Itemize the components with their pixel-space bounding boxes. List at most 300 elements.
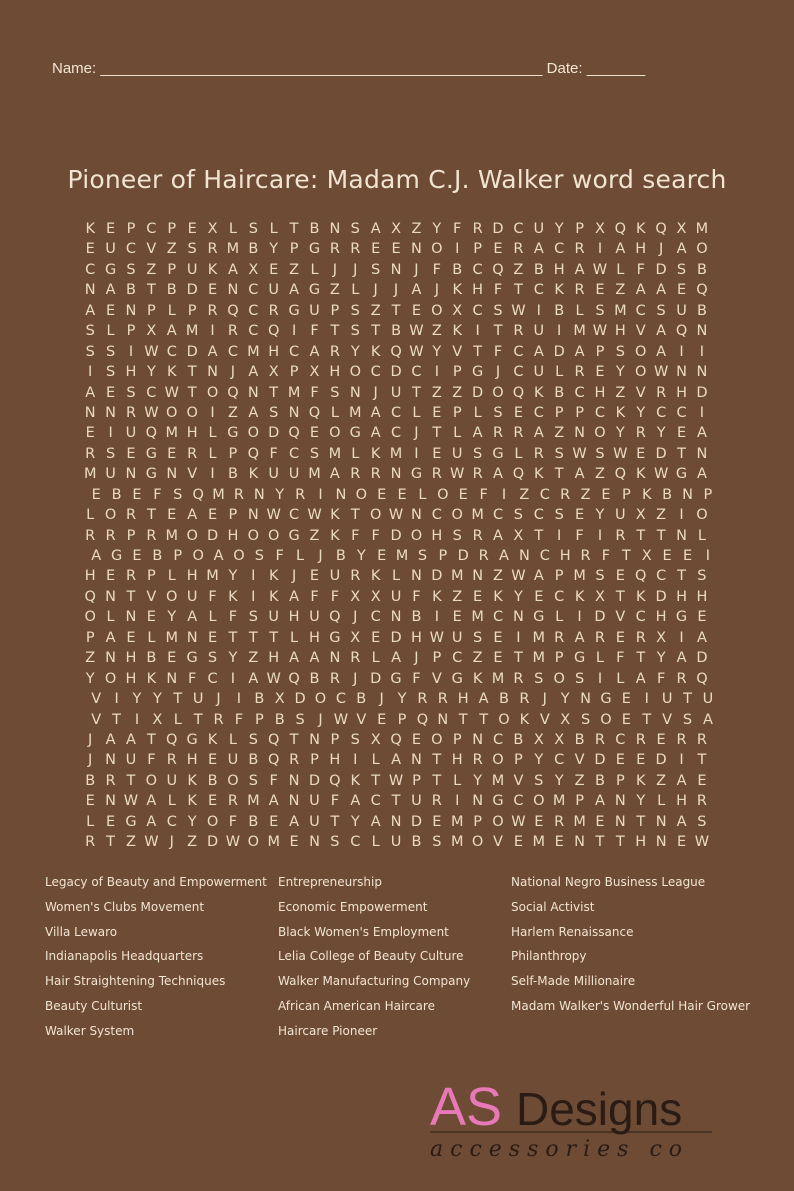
- grid-letter[interactable]: W: [409, 343, 424, 360]
- grid-letter[interactable]: U: [411, 793, 422, 810]
- grid-letter[interactable]: C: [146, 221, 157, 237]
- grid-letter[interactable]: L: [351, 445, 360, 462]
- grid-letter[interactable]: S: [248, 731, 258, 748]
- grid-letter[interactable]: Y: [560, 691, 570, 708]
- grid-letter[interactable]: W: [592, 261, 608, 278]
- grid-letter[interactable]: U: [661, 691, 673, 708]
- grid-letter[interactable]: B: [248, 752, 259, 769]
- grid-letter[interactable]: R: [635, 425, 646, 442]
- grid-letter[interactable]: H: [696, 588, 708, 605]
- grid-letter[interactable]: L: [595, 650, 604, 667]
- grid-letter[interactable]: I: [210, 323, 215, 340]
- grid-letter[interactable]: G: [410, 466, 423, 483]
- grid-letter[interactable]: T: [621, 548, 631, 564]
- grid-letter[interactable]: G: [145, 466, 157, 483]
- grid-letter[interactable]: A: [595, 793, 605, 810]
- grid-letter[interactable]: S: [574, 670, 585, 687]
- grid-letter[interactable]: R: [350, 568, 361, 585]
- grid-letter[interactable]: P: [85, 629, 95, 646]
- grid-letter[interactable]: F: [269, 445, 278, 462]
- grid-letter[interactable]: H: [329, 752, 341, 769]
- grid-letter[interactable]: E: [85, 425, 95, 442]
- grid-letter[interactable]: M: [450, 813, 464, 830]
- grid-letter[interactable]: O: [431, 302, 443, 319]
- grid-letter[interactable]: P: [126, 323, 136, 340]
- grid-letter[interactable]: B: [574, 731, 585, 748]
- grid-letter[interactable]: Q: [614, 466, 627, 483]
- grid-letter[interactable]: S: [615, 343, 625, 360]
- grid-letter[interactable]: V: [146, 588, 157, 605]
- grid-letter[interactable]: Y: [636, 793, 646, 810]
- grid-letter[interactable]: S: [432, 834, 442, 851]
- grid-letter[interactable]: L: [167, 568, 176, 585]
- grid-letter[interactable]: L: [208, 445, 217, 462]
- grid-letter[interactable]: K: [268, 588, 279, 605]
- grid-letter[interactable]: O: [594, 425, 606, 442]
- grid-letter[interactable]: X: [635, 507, 646, 524]
- letter-grid[interactable]: [80, 219, 740, 853]
- grid-letter[interactable]: O: [329, 425, 341, 442]
- grid-letter[interactable]: E: [167, 445, 177, 462]
- grid-letter[interactable]: E: [615, 752, 625, 769]
- grid-letter[interactable]: A: [309, 650, 320, 667]
- grid-letter[interactable]: L: [86, 507, 95, 524]
- grid-letter[interactable]: E: [554, 834, 564, 851]
- grid-letter[interactable]: L: [697, 527, 706, 544]
- grid-letter[interactable]: E: [397, 486, 407, 503]
- grid-letter[interactable]: V: [356, 711, 367, 728]
- grid-letter[interactable]: E: [458, 486, 468, 503]
- grid-letter[interactable]: A: [85, 384, 96, 401]
- grid-letter[interactable]: K: [187, 772, 197, 789]
- grid-letter[interactable]: I: [679, 507, 684, 524]
- grid-letter[interactable]: K: [167, 364, 177, 381]
- grid-letter[interactable]: A: [533, 568, 544, 585]
- grid-letter[interactable]: Q: [288, 425, 300, 442]
- grid-letter[interactable]: D: [655, 588, 667, 605]
- grid-letter[interactable]: J: [414, 425, 419, 442]
- grid-letter[interactable]: A: [676, 241, 687, 258]
- grid-letter[interactable]: R: [513, 670, 524, 687]
- grid-letter[interactable]: X: [641, 548, 652, 564]
- grid-letter[interactable]: Y: [132, 691, 142, 708]
- grid-letter[interactable]: M: [328, 445, 342, 462]
- grid-letter[interactable]: R: [513, 241, 524, 258]
- grid-letter[interactable]: N: [309, 731, 320, 748]
- grid-letter[interactable]: Z: [594, 466, 605, 483]
- grid-letter[interactable]: B: [411, 834, 422, 851]
- grid-letter[interactable]: U: [615, 507, 626, 524]
- grid-letter[interactable]: N: [288, 793, 300, 810]
- grid-letter[interactable]: W: [613, 445, 628, 462]
- grid-letter[interactable]: J: [434, 282, 439, 299]
- grid-letter[interactable]: O: [268, 527, 280, 544]
- grid-letter[interactable]: Y: [656, 425, 666, 442]
- grid-letter[interactable]: D: [655, 752, 667, 769]
- grid-letter[interactable]: C: [472, 302, 483, 319]
- grid-letter[interactable]: C: [635, 302, 646, 319]
- grid-letter[interactable]: L: [167, 793, 176, 810]
- grid-letter[interactable]: G: [308, 282, 321, 299]
- grid-letter[interactable]: A: [696, 629, 707, 646]
- grid-letter[interactable]: N: [125, 302, 137, 319]
- grid-letter[interactable]: S: [330, 834, 340, 851]
- grid-letter[interactable]: Y: [636, 404, 646, 421]
- grid-letter[interactable]: B: [696, 261, 707, 278]
- grid-letter[interactable]: N: [696, 323, 708, 340]
- grid-letter[interactable]: F: [330, 793, 340, 810]
- grid-letter[interactable]: A: [676, 813, 687, 830]
- grid-letter[interactable]: S: [187, 241, 197, 258]
- grid-letter[interactable]: J: [373, 282, 378, 299]
- grid-letter[interactable]: L: [371, 752, 380, 769]
- grid-letter[interactable]: A: [350, 793, 361, 810]
- grid-letter[interactable]: T: [173, 691, 183, 708]
- grid-letter[interactable]: N: [580, 691, 591, 708]
- grid-letter[interactable]: T: [534, 527, 544, 544]
- grid-letter[interactable]: T: [187, 364, 197, 381]
- grid-letter[interactable]: N: [288, 772, 300, 789]
- grid-letter[interactable]: T: [391, 793, 401, 810]
- grid-letter[interactable]: P: [330, 731, 340, 748]
- grid-letter[interactable]: A: [370, 404, 381, 421]
- grid-letter[interactable]: K: [519, 711, 530, 728]
- grid-letter[interactable]: E: [595, 282, 605, 299]
- grid-letter[interactable]: R: [594, 731, 605, 748]
- grid-letter[interactable]: X: [152, 711, 163, 728]
- grid-letter[interactable]: U: [309, 609, 320, 626]
- grid-letter[interactable]: U: [186, 261, 198, 278]
- grid-letter[interactable]: H: [457, 691, 469, 708]
- grid-letter[interactable]: Y: [656, 650, 666, 667]
- grid-letter[interactable]: E: [126, 629, 136, 646]
- grid-letter[interactable]: C: [431, 507, 442, 524]
- grid-letter[interactable]: F: [187, 670, 197, 687]
- grid-letter[interactable]: M: [165, 527, 179, 544]
- grid-letter[interactable]: S: [126, 384, 136, 401]
- grid-letter[interactable]: K: [574, 588, 585, 605]
- grid-letter[interactable]: O: [451, 507, 463, 524]
- grid-letter[interactable]: K: [641, 486, 652, 503]
- grid-letter[interactable]: I: [536, 302, 541, 319]
- grid-letter[interactable]: Z: [248, 650, 259, 667]
- grid-letter[interactable]: Y: [350, 813, 360, 830]
- grid-letter[interactable]: P: [289, 364, 299, 381]
- grid-letter[interactable]: P: [146, 302, 156, 319]
- grid-letter[interactable]: Q: [329, 609, 341, 626]
- grid-letter[interactable]: C: [513, 221, 524, 237]
- grid-letter[interactable]: A: [289, 282, 300, 299]
- grid-letter[interactable]: C: [390, 404, 402, 421]
- grid-letter[interactable]: O: [355, 486, 367, 503]
- grid-letter[interactable]: C: [85, 261, 96, 278]
- grid-letter[interactable]: O: [104, 507, 117, 524]
- grid-letter[interactable]: V: [187, 466, 198, 483]
- grid-letter[interactable]: B: [207, 772, 218, 789]
- grid-letter[interactable]: K: [207, 261, 218, 278]
- grid-letter[interactable]: K: [268, 568, 279, 585]
- grid-letter[interactable]: X: [594, 588, 605, 605]
- grid-letter[interactable]: I: [236, 691, 242, 708]
- grid-letter[interactable]: C: [533, 507, 544, 524]
- grid-letter[interactable]: A: [248, 670, 259, 687]
- grid-letter[interactable]: Y: [228, 650, 238, 667]
- grid-letter[interactable]: B: [248, 813, 259, 830]
- grid-letter[interactable]: Q: [675, 323, 688, 340]
- grid-letter[interactable]: W: [653, 466, 669, 483]
- grid-letter[interactable]: A: [248, 404, 259, 421]
- grid-letter[interactable]: M: [695, 221, 709, 237]
- grid-letter[interactable]: V: [91, 691, 102, 708]
- grid-letter[interactable]: S: [595, 302, 605, 319]
- grid-letter[interactable]: Q: [329, 772, 341, 789]
- grid-letter[interactable]: L: [290, 629, 299, 646]
- grid-letter[interactable]: L: [616, 261, 625, 278]
- grid-letter[interactable]: D: [696, 384, 708, 401]
- grid-letter[interactable]: E: [207, 752, 218, 769]
- grid-letter[interactable]: E: [371, 241, 381, 258]
- grid-letter[interactable]: F: [636, 261, 645, 278]
- grid-letter[interactable]: R: [676, 731, 687, 748]
- grid-letter[interactable]: I: [501, 486, 507, 503]
- grid-letter[interactable]: N: [125, 609, 137, 626]
- grid-letter[interactable]: I: [128, 343, 134, 360]
- grid-letter[interactable]: A: [268, 793, 279, 810]
- grid-letter[interactable]: N: [472, 793, 484, 810]
- grid-letter[interactable]: U: [676, 302, 687, 319]
- grid-letter[interactable]: I: [230, 670, 236, 687]
- grid-letter[interactable]: S: [473, 445, 483, 462]
- grid-letter[interactable]: W: [511, 302, 526, 319]
- grid-letter[interactable]: J: [318, 711, 323, 728]
- grid-letter[interactable]: T: [193, 711, 203, 728]
- grid-letter[interactable]: P: [473, 813, 482, 830]
- grid-letter[interactable]: Q: [696, 670, 708, 687]
- grid-letter[interactable]: A: [105, 629, 116, 646]
- grid-letter[interactable]: C: [533, 404, 544, 421]
- grid-letter[interactable]: K: [534, 466, 544, 483]
- grid-letter[interactable]: Y: [595, 507, 605, 524]
- grid-letter[interactable]: K: [85, 221, 95, 237]
- grid-letter[interactable]: E: [106, 221, 116, 237]
- grid-letter[interactable]: I: [210, 404, 215, 421]
- grid-letter[interactable]: E: [493, 241, 503, 258]
- grid-letter[interactable]: E: [682, 548, 693, 564]
- grid-letter[interactable]: Q: [308, 404, 321, 421]
- grid-letter[interactable]: E: [662, 548, 672, 564]
- grid-letter[interactable]: N: [390, 813, 402, 830]
- grid-letter[interactable]: R: [696, 793, 707, 810]
- grid-letter[interactable]: N: [518, 548, 530, 564]
- grid-letter[interactable]: E: [269, 261, 279, 278]
- grid-letter[interactable]: U: [268, 282, 280, 299]
- grid-letter[interactable]: Y: [350, 343, 360, 360]
- grid-letter[interactable]: C: [635, 609, 646, 626]
- grid-letter[interactable]: I: [114, 691, 119, 708]
- grid-letter[interactable]: X: [350, 629, 361, 646]
- grid-letter[interactable]: A: [499, 548, 509, 564]
- grid-letter[interactable]: L: [106, 323, 115, 340]
- grid-letter[interactable]: M: [247, 793, 260, 810]
- grid-letter[interactable]: D: [186, 282, 198, 299]
- grid-letter[interactable]: O: [166, 588, 178, 605]
- grid-letter[interactable]: E: [432, 445, 442, 462]
- grid-letter[interactable]: Y: [228, 568, 238, 585]
- grid-letter[interactable]: T: [656, 527, 666, 544]
- grid-letter[interactable]: Y: [167, 609, 177, 626]
- grid-letter[interactable]: C: [166, 343, 177, 360]
- grid-letter[interactable]: L: [412, 404, 421, 421]
- grid-letter[interactable]: R: [513, 323, 524, 340]
- grid-letter[interactable]: C: [554, 241, 565, 258]
- grid-letter[interactable]: S: [85, 323, 95, 340]
- grid-letter[interactable]: R: [676, 670, 687, 687]
- grid-letter[interactable]: G: [492, 793, 504, 810]
- grid-letter[interactable]: J: [291, 568, 297, 585]
- grid-letter[interactable]: Q: [227, 302, 239, 319]
- grid-letter[interactable]: S: [371, 261, 381, 278]
- grid-letter[interactable]: P: [228, 507, 238, 524]
- grid-letter[interactable]: R: [350, 241, 361, 258]
- grid-letter[interactable]: P: [452, 731, 462, 748]
- grid-letter[interactable]: K: [493, 588, 503, 605]
- grid-letter[interactable]: G: [390, 670, 402, 687]
- grid-letter[interactable]: S: [105, 343, 116, 360]
- grid-letter[interactable]: R: [227, 793, 238, 810]
- grid-letter[interactable]: G: [533, 609, 545, 626]
- grid-letter[interactable]: X: [554, 731, 565, 748]
- grid-letter[interactable]: G: [288, 302, 300, 319]
- grid-letter[interactable]: B: [499, 691, 509, 708]
- grid-letter[interactable]: F: [493, 343, 503, 360]
- grid-letter[interactable]: P: [167, 221, 177, 237]
- grid-letter[interactable]: S: [126, 261, 136, 278]
- grid-letter[interactable]: O: [247, 527, 260, 544]
- grid-letter[interactable]: S: [697, 813, 707, 830]
- grid-letter[interactable]: O: [186, 404, 198, 421]
- grid-letter[interactable]: I: [455, 793, 460, 810]
- grid-letter[interactable]: Z: [289, 261, 300, 278]
- grid-letter[interactable]: F: [269, 772, 278, 789]
- grid-letter[interactable]: P: [412, 772, 421, 789]
- grid-letter[interactable]: O: [192, 548, 204, 564]
- grid-letter[interactable]: C: [166, 813, 177, 830]
- grid-letter[interactable]: T: [697, 752, 707, 769]
- grid-letter[interactable]: E: [85, 241, 95, 258]
- grid-letter[interactable]: R: [105, 527, 116, 544]
- grid-letter[interactable]: A: [676, 650, 687, 667]
- grid-letter[interactable]: J: [393, 282, 399, 299]
- grid-letter[interactable]: B: [452, 261, 463, 278]
- grid-letter[interactable]: J: [169, 834, 174, 851]
- grid-letter[interactable]: E: [601, 486, 611, 503]
- grid-letter[interactable]: R: [431, 466, 442, 483]
- grid-letter[interactable]: T: [677, 445, 686, 462]
- grid-letter[interactable]: Y: [275, 486, 285, 503]
- grid-letter[interactable]: D: [268, 425, 280, 442]
- grid-letter[interactable]: E: [207, 507, 218, 524]
- grid-letter[interactable]: T: [636, 813, 646, 830]
- grid-letter[interactable]: T: [513, 282, 523, 299]
- grid-letter[interactable]: E: [391, 241, 401, 258]
- grid-letter[interactable]: H: [309, 629, 320, 646]
- grid-letter[interactable]: U: [268, 609, 280, 626]
- grid-letter[interactable]: O: [206, 384, 219, 401]
- grid-letter[interactable]: L: [514, 445, 523, 462]
- grid-letter[interactable]: Y: [432, 343, 442, 360]
- grid-letter[interactable]: S: [534, 670, 544, 687]
- grid-letter[interactable]: I: [210, 466, 215, 483]
- grid-letter[interactable]: H: [676, 793, 687, 810]
- grid-letter[interactable]: L: [330, 404, 339, 421]
- grid-letter[interactable]: D: [370, 670, 382, 687]
- grid-letter[interactable]: I: [597, 670, 603, 687]
- grid-letter[interactable]: K: [187, 793, 197, 810]
- grid-letter[interactable]: H: [268, 650, 280, 667]
- grid-letter[interactable]: Q: [416, 711, 429, 728]
- grid-letter[interactable]: S: [697, 568, 707, 585]
- grid-letter[interactable]: Y: [615, 364, 625, 381]
- grid-letter[interactable]: N: [390, 261, 402, 278]
- grid-letter[interactable]: Z: [472, 650, 483, 667]
- grid-letter[interactable]: S: [105, 364, 116, 381]
- grid-letter[interactable]: E: [207, 282, 218, 299]
- grid-letter[interactable]: W: [266, 670, 281, 687]
- grid-letter[interactable]: S: [554, 507, 564, 524]
- grid-letter[interactable]: T: [106, 834, 116, 851]
- grid-letter[interactable]: P: [514, 752, 523, 769]
- grid-letter[interactable]: E: [513, 834, 523, 851]
- grid-letter[interactable]: R: [146, 527, 157, 544]
- grid-letter[interactable]: A: [533, 425, 544, 442]
- grid-letter[interactable]: C: [370, 793, 381, 810]
- grid-letter[interactable]: S: [248, 221, 258, 237]
- grid-letter[interactable]: L: [147, 629, 156, 646]
- grid-letter[interactable]: A: [105, 731, 116, 748]
- grid-letter[interactable]: C: [125, 241, 137, 258]
- grid-letter[interactable]: C: [513, 793, 524, 810]
- grid-letter[interactable]: R: [125, 404, 137, 421]
- grid-letter[interactable]: C: [227, 343, 238, 360]
- grid-letter[interactable]: E: [697, 609, 707, 626]
- grid-letter[interactable]: E: [452, 609, 462, 626]
- grid-letter[interactable]: D: [390, 364, 402, 381]
- grid-letter[interactable]: P: [452, 364, 462, 381]
- grid-letter[interactable]: S: [534, 772, 544, 789]
- grid-letter[interactable]: J: [353, 670, 358, 687]
- grid-letter[interactable]: O: [186, 527, 198, 544]
- grid-letter[interactable]: F: [228, 609, 238, 626]
- grid-letter[interactable]: Y: [397, 691, 407, 708]
- grid-letter[interactable]: Y: [513, 588, 523, 605]
- grid-letter[interactable]: F: [351, 527, 360, 544]
- grid-letter[interactable]: R: [329, 670, 340, 687]
- grid-letter[interactable]: E: [621, 711, 631, 728]
- grid-letter[interactable]: Z: [166, 241, 177, 258]
- grid-letter[interactable]: N: [614, 793, 626, 810]
- grid-letter[interactable]: H: [431, 527, 443, 544]
- grid-letter[interactable]: O: [635, 364, 647, 381]
- grid-letter[interactable]: A: [533, 241, 544, 258]
- grid-letter[interactable]: F: [234, 711, 244, 728]
- grid-letter[interactable]: A: [635, 670, 646, 687]
- grid-letter[interactable]: O: [600, 711, 612, 728]
- grid-letter[interactable]: M: [83, 466, 97, 483]
- grid-letter[interactable]: R: [472, 221, 483, 237]
- grid-letter[interactable]: U: [192, 691, 204, 708]
- grid-letter[interactable]: M: [165, 629, 179, 646]
- grid-letter[interactable]: E: [513, 404, 523, 421]
